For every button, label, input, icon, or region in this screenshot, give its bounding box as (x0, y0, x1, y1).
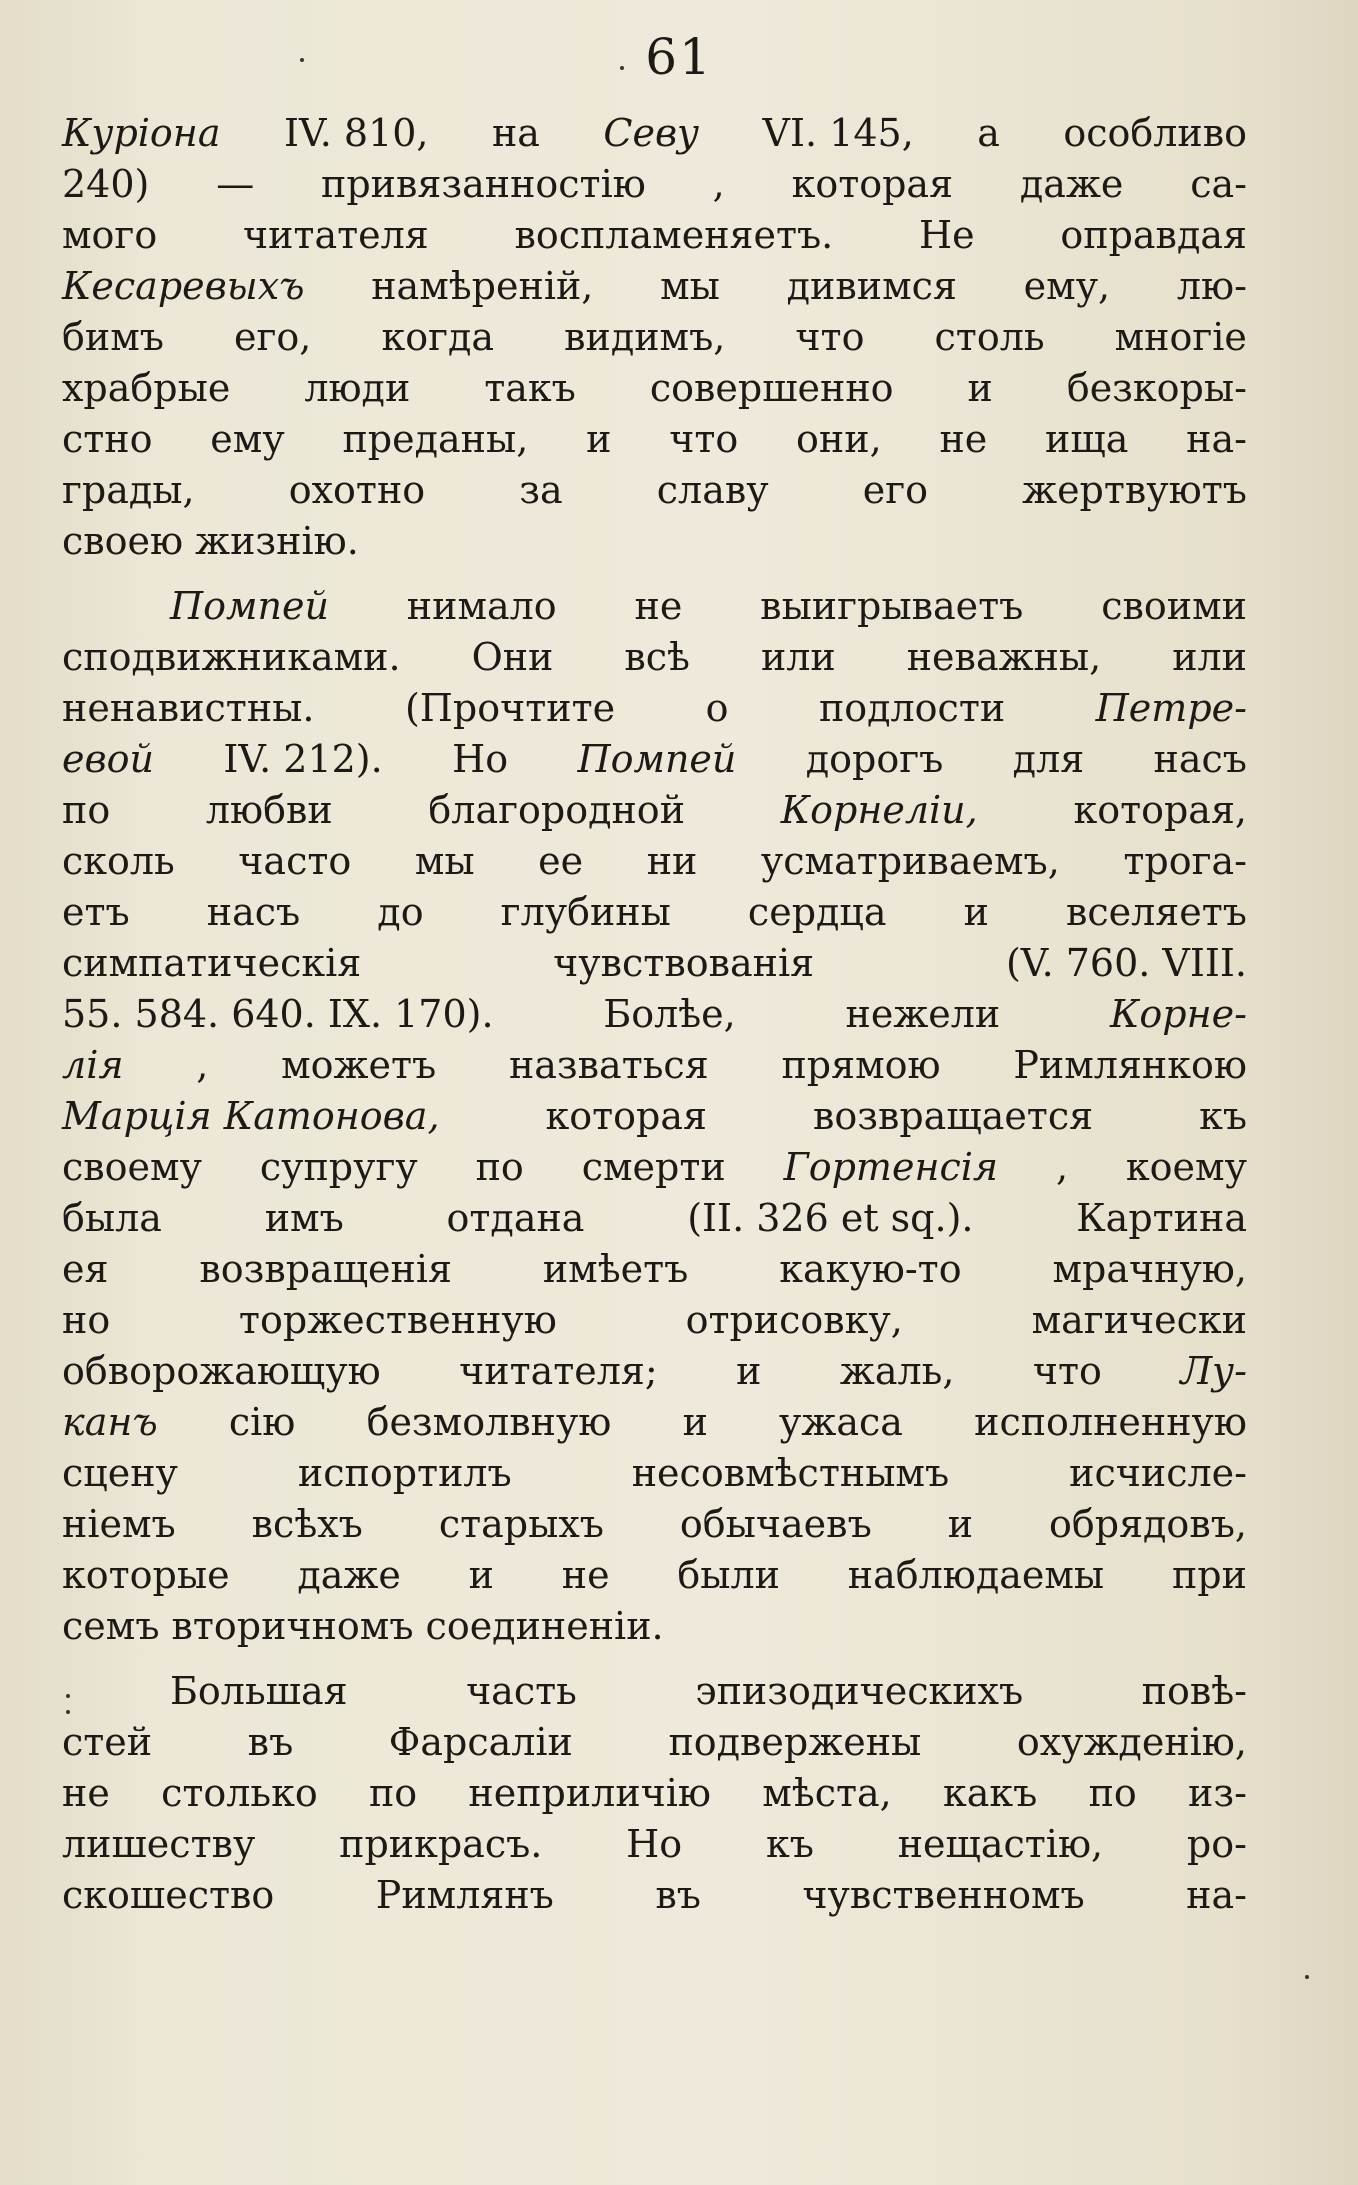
word: ро- (1186, 1822, 1247, 1866)
word: и (736, 1349, 762, 1393)
word: безмолвную (366, 1400, 612, 1444)
word: грады, (62, 468, 195, 512)
word: Помпей (577, 737, 737, 781)
word: (Прочтите (404, 686, 616, 730)
text-line (62, 1193, 1247, 1244)
text-line (62, 363, 1247, 414)
word: по (475, 1145, 524, 1189)
word: коему (1125, 1145, 1247, 1189)
word: его (862, 468, 928, 512)
word: симпатическія (62, 941, 362, 985)
word: насъ (1153, 737, 1247, 781)
word: , (1055, 1145, 1069, 1189)
word: мы (660, 264, 720, 308)
word: дивимся (786, 264, 957, 308)
word: такъ (484, 366, 576, 410)
text-line (62, 261, 1247, 312)
word: сію (228, 1400, 296, 1444)
word: или (1172, 635, 1247, 679)
text-line (62, 1550, 1247, 1601)
word: IV. 212). (223, 737, 383, 781)
text-line (62, 683, 1247, 734)
word: и (468, 1553, 494, 1597)
text-line (62, 632, 1247, 683)
word: (V. 760. VIII. (1005, 941, 1247, 985)
page-number: 61 (645, 28, 713, 86)
text-line (62, 1717, 1247, 1768)
word: къ (1199, 1094, 1247, 1138)
word: етъ (62, 890, 130, 934)
word: обворожающую (62, 1349, 381, 1393)
word: Картина (1076, 1196, 1247, 1240)
word: неприличію (468, 1771, 712, 1815)
word: часто (238, 839, 352, 883)
word: которая, (1073, 788, 1247, 832)
word: — (216, 162, 255, 206)
text-line (62, 210, 1247, 261)
word: Корнеліи, (780, 788, 978, 832)
word: даже (1019, 162, 1124, 206)
text-line (62, 1142, 1247, 1193)
word: Римлянъ (375, 1873, 554, 1917)
word: супругу (259, 1145, 418, 1189)
word: ему, (1023, 264, 1111, 308)
word: мрачную, (1052, 1247, 1247, 1291)
word: лія (62, 1043, 124, 1087)
word: имъ (264, 1196, 344, 1240)
word: евой (62, 737, 154, 781)
word: чувствованія (553, 941, 815, 985)
word: обычаевъ (679, 1502, 872, 1546)
word: Кесаревыхъ (62, 264, 305, 308)
word: воспламеняетъ. (514, 213, 834, 257)
word: Корне- (1110, 992, 1247, 1036)
word: са- (1190, 162, 1247, 206)
word: столько (161, 1771, 318, 1815)
text-line (62, 734, 1247, 785)
word: дорогъ (805, 737, 944, 781)
word: Не (919, 213, 975, 257)
word: ужаса (779, 1400, 903, 1444)
text-line (62, 1295, 1247, 1346)
word: которая (791, 162, 954, 206)
word: скошество (62, 1873, 275, 1917)
text-line (62, 414, 1247, 465)
word: 240) (62, 162, 150, 206)
word: ненавистны. (62, 686, 315, 730)
word: о (705, 686, 729, 730)
word: до (377, 890, 424, 934)
word: или (760, 635, 836, 679)
word: нещастію, (897, 1822, 1104, 1866)
word: столь (934, 315, 1045, 359)
word: прикрасъ. (339, 1822, 543, 1866)
word: на- (1186, 1873, 1247, 1917)
text-line (62, 1448, 1247, 1499)
word: жизнію. (195, 519, 359, 563)
word: люди (304, 366, 411, 410)
word: Но (626, 1822, 683, 1866)
word: ніемъ (62, 1502, 176, 1546)
word: сцену (62, 1451, 178, 1495)
word: своему (62, 1145, 202, 1189)
word: храбрые (62, 366, 231, 410)
word: что (669, 417, 739, 461)
word: Римлянкою (1013, 1043, 1247, 1087)
word: нежели (845, 992, 1001, 1036)
word: но (62, 1298, 111, 1342)
print-speck (300, 58, 304, 62)
word: по (368, 1771, 418, 1815)
text-line (62, 836, 1247, 887)
word: его, (234, 315, 312, 359)
text-line (62, 312, 1247, 363)
word: безкоры- (1066, 366, 1247, 410)
word: по (1088, 1771, 1137, 1815)
word: выигрываетъ (760, 584, 1024, 628)
word: возвращенія (199, 1247, 452, 1291)
word: своею (62, 519, 184, 563)
word: когда (381, 315, 495, 359)
word: чувственномъ (802, 1873, 1085, 1917)
word: мѣста, (762, 1771, 892, 1815)
text-line (62, 1601, 1247, 1652)
word: Куріона (62, 111, 221, 155)
word: на (491, 111, 540, 155)
word: Они (471, 635, 554, 679)
word: подлости (818, 686, 1006, 730)
word: ее (538, 839, 584, 883)
word: не (561, 1553, 610, 1597)
word: Большая (170, 1669, 348, 1713)
text-line (62, 1499, 1247, 1550)
word: охужденію, (1016, 1720, 1247, 1764)
word: Лу- (1180, 1349, 1247, 1393)
word: и (967, 366, 993, 410)
word: въ (655, 1873, 701, 1917)
text-line (62, 1040, 1247, 1091)
word: насъ (206, 890, 301, 934)
word: при (1171, 1553, 1247, 1597)
print-speck (1305, 1975, 1309, 1979)
word: къ (765, 1822, 814, 1866)
word: 55. 584. 640. IX. 170). (62, 992, 494, 1036)
word: на- (1186, 417, 1247, 461)
word: какъ (943, 1771, 1038, 1815)
word: совершенно (649, 366, 894, 410)
word: семъ (62, 1604, 160, 1648)
word: несовмѣстнымъ (631, 1451, 950, 1495)
word: а (977, 111, 1000, 155)
word: всѣ (624, 635, 690, 679)
word: стей (62, 1720, 153, 1764)
word: и (947, 1502, 974, 1546)
word: не (939, 417, 988, 461)
word: торжественную (238, 1298, 557, 1342)
word: обрядовъ, (1048, 1502, 1247, 1546)
text-line (62, 887, 1247, 938)
word: не (62, 1771, 110, 1815)
word: возвращается (812, 1094, 1094, 1138)
word: часть (466, 1669, 577, 1713)
word: из- (1188, 1771, 1247, 1815)
word: какую-то (779, 1247, 962, 1291)
word: что (1032, 1349, 1102, 1393)
paragraph-gap (62, 567, 1247, 581)
word: и (682, 1400, 708, 1444)
word: вторичномъ (171, 1604, 414, 1648)
word: жертвуютъ (1022, 468, 1247, 512)
word: сподвижниками. (62, 635, 401, 679)
word: неважны, (906, 635, 1102, 679)
word: мы (414, 839, 475, 883)
word: ища (1045, 417, 1129, 461)
word: и (963, 890, 989, 934)
word: которая (545, 1094, 707, 1138)
word: назваться (508, 1043, 709, 1087)
word: глубины (500, 890, 671, 934)
text-line (62, 1768, 1247, 1819)
word: Гортенсія (783, 1145, 999, 1189)
word: повѣ- (1141, 1669, 1247, 1713)
word: охотно (288, 468, 426, 512)
word: жаль, (839, 1349, 955, 1393)
word: по (62, 788, 111, 832)
word: можетъ (281, 1043, 437, 1087)
word: исчисле- (1069, 1451, 1247, 1495)
word: лю- (1176, 264, 1247, 308)
word: въ (247, 1720, 294, 1764)
word: особливо (1063, 111, 1247, 155)
word: наблюдаемы (847, 1553, 1105, 1597)
word: которые (62, 1553, 230, 1597)
word: старыхъ (438, 1502, 604, 1546)
word: за (519, 468, 563, 512)
word: славу (656, 468, 769, 512)
word: трога- (1123, 839, 1247, 883)
word: оправдая (1060, 213, 1247, 257)
text-line (62, 159, 1247, 210)
word: Петре- (1095, 686, 1247, 730)
word: читателя (242, 213, 429, 257)
word: любви (205, 788, 333, 832)
word: что (795, 315, 865, 359)
word: всѣхъ (251, 1502, 363, 1546)
word: отдана (446, 1196, 585, 1240)
paragraph-gap (62, 1652, 1247, 1666)
word: Но (452, 737, 509, 781)
word: стно (62, 417, 153, 461)
word: даже (297, 1553, 401, 1597)
word: преданы, (342, 417, 529, 461)
word: сколь (62, 839, 175, 883)
word: усматриваемъ, (760, 839, 1060, 883)
body-text (62, 108, 1247, 1921)
text-line (62, 785, 1247, 836)
text-line (62, 1666, 1247, 1717)
word: подвержены (668, 1720, 922, 1764)
word: читателя; (459, 1349, 658, 1393)
word: , (196, 1043, 209, 1087)
text-line (62, 1870, 1247, 1921)
text-line (62, 1819, 1247, 1870)
word: Севу (603, 111, 700, 155)
word: мого (62, 213, 158, 257)
word: бимъ (62, 315, 164, 359)
text-line (62, 938, 1247, 989)
word: ему (210, 417, 285, 461)
word: намѣреній, (371, 264, 594, 308)
word: нимало (406, 584, 557, 628)
word: они, (796, 417, 882, 461)
text-line (62, 108, 1247, 159)
word: отрисовку, (685, 1298, 903, 1342)
word: многіе (1114, 315, 1247, 359)
word: ни (646, 839, 698, 883)
word: Болѣе, (603, 992, 736, 1036)
word: испортилъ (297, 1451, 512, 1495)
word: соединеніи. (425, 1604, 664, 1648)
word: ея (62, 1247, 109, 1291)
word: лишеству (62, 1822, 256, 1866)
word: не (634, 584, 683, 628)
word: Марція Катонова, (62, 1094, 440, 1138)
word: своими (1101, 584, 1247, 628)
word: была (62, 1196, 162, 1240)
word: исполненную (974, 1400, 1247, 1444)
text-line (62, 1346, 1247, 1397)
word: видимъ, (564, 315, 726, 359)
word: IV. 810, (283, 111, 429, 155)
word: , (712, 162, 725, 206)
text-line (62, 1091, 1247, 1142)
word: канъ (62, 1400, 158, 1444)
word: VI. 145, (762, 111, 914, 155)
word: привязанностію (321, 162, 646, 206)
word: прямою (781, 1043, 941, 1087)
text-line (62, 989, 1247, 1040)
word: Помпей (170, 584, 329, 628)
word: магически (1031, 1298, 1247, 1342)
word: Фарсаліи (388, 1720, 573, 1764)
text-line (62, 465, 1247, 516)
print-speck (66, 1694, 70, 1698)
word: для (1012, 737, 1085, 781)
print-speck (620, 66, 624, 70)
word: сердца (747, 890, 887, 934)
word: благородной (428, 788, 686, 832)
text-line (62, 581, 1247, 632)
print-speck (66, 1710, 70, 1714)
word: (II. 326 et sq.). (687, 1196, 974, 1240)
word: вселяетъ (1066, 890, 1247, 934)
text-line (62, 1397, 1247, 1448)
word: смерти (581, 1145, 726, 1189)
word: эпизодическихъ (695, 1669, 1024, 1713)
word: имѣетъ (542, 1247, 689, 1291)
word: были (677, 1553, 780, 1597)
word: и (586, 417, 612, 461)
text-line (62, 1244, 1247, 1295)
text-line (62, 516, 1247, 567)
